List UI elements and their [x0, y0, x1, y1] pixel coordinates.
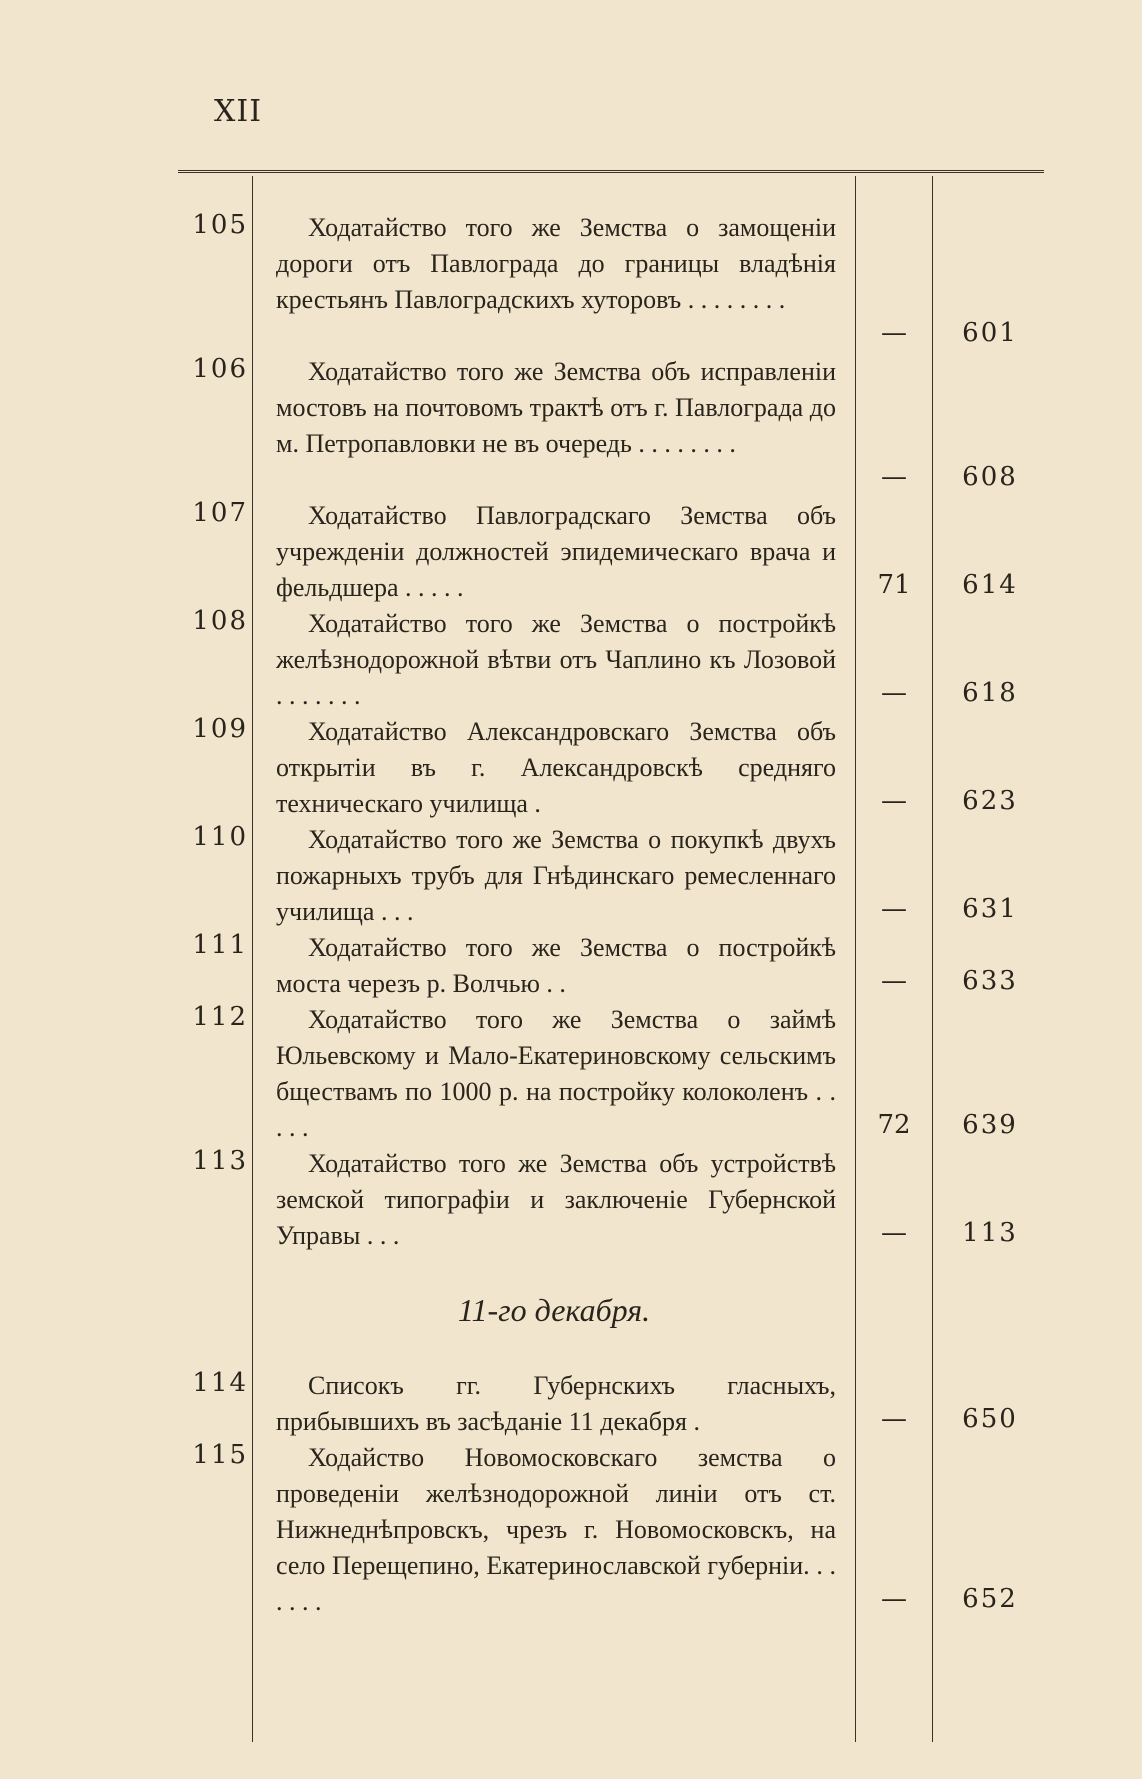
entry-number: 108 — [192, 606, 248, 636]
entry-column-2: — — [881, 318, 907, 348]
page-number: XII — [214, 94, 263, 129]
entry-description: Ходатайство того же Земства объ исправленіи мостовъ на почтовомъ трактѣ отъ г. Павлограда до м. Петропавловки не въ очередь . . . . . . . . — [276, 357, 836, 458]
entry-column-2: — — [881, 894, 907, 924]
entry-number: 109 — [192, 714, 248, 744]
entry-column-2: — — [881, 1218, 907, 1248]
entry-column-2: — — [881, 966, 907, 996]
entry-page-number: 618 — [962, 678, 1018, 708]
entry-page-number: 601 — [962, 318, 1018, 348]
entry-description: Списокъ гг. Губернскихъ гласныхъ, прибывшихъ въ засѣданіе 11 декабря . — [276, 1371, 836, 1436]
entry-description: Ходатайство Павлоградскаго Земства объ учрежденіи должностей эпидемическаго врача и фельдшера . . . . . — [276, 501, 836, 602]
entry-page-number: 650 — [962, 1404, 1018, 1434]
entry-description: Ходатайство того же Земства о покупкѣ двухъ пожарныхъ трубъ для Гнѣдинскаго ремесленнаго училища . . . — [276, 825, 836, 926]
entry-page-number: 639 — [962, 1110, 1018, 1140]
entry-column-2: — — [881, 462, 907, 492]
entry-column-2: — — [881, 1404, 907, 1434]
entry-page-number: 652 — [962, 1584, 1018, 1614]
entry-page-number: 631 — [962, 894, 1018, 924]
entry-number: 110 — [192, 822, 248, 852]
section-date-heading: 11-го декабря. — [457, 1292, 651, 1328]
entry-number: 106 — [192, 354, 248, 384]
entry-number: 111 — [192, 930, 248, 960]
entry-description: Ходайство Новомосковскаго земства о проведеніи желѣзнодорожной линіи отъ ст. Нижнеднѣпровскъ, чрезъ г. Новомосковскъ, на село Перещепино, Екатеринославской губерніи. . . . . . . — [276, 1443, 836, 1616]
entry-description: Ходатайство того же Земства о постройкѣ желѣзнодорожной вѣтви отъ Чаплино къ Лозовой . . . . . . . — [276, 609, 836, 710]
entry-page-number: 113 — [962, 1218, 1018, 1248]
entry-number: 114 — [192, 1368, 248, 1398]
column-divider-1 — [252, 176, 253, 1742]
entry-page-number: 633 — [962, 966, 1018, 996]
entry-number: 112 — [192, 1002, 248, 1032]
entry-column-2: — — [881, 786, 907, 816]
entry-column-2: — — [881, 678, 907, 708]
entry-number: 115 — [192, 1440, 248, 1470]
entry-column-2: — — [881, 1584, 907, 1614]
entry-page-number: 614 — [962, 570, 1018, 600]
entry-number: 107 — [192, 498, 248, 528]
entry-column-2: 72 — [877, 1110, 911, 1140]
entry-description: Ходатайство того же Земства о постройкѣ моста черезъ р. Волчью . . — [276, 933, 836, 998]
entry-description: Ходатайство того же Земства о замощеніи дороги отъ Павлограда до границы владѣнія крестьянъ Павлоградскихъ хуторовъ . . . . . . . . — [276, 213, 836, 314]
column-divider-2 — [855, 176, 856, 1742]
entry-page-number: 623 — [962, 786, 1018, 816]
entry-description: Ходатайство того же Земства о займѣ Юльевскому и Мало-Екатериновскому сельскимъ бществамъ по 1000 р. на постройку колоколенъ . . . . . — [276, 1005, 836, 1142]
header-rule — [178, 170, 1044, 173]
column-divider-3 — [932, 176, 933, 1742]
entry-number: 105 — [192, 210, 248, 240]
entry-page-number: 608 — [962, 462, 1018, 492]
entry-description: Ходатайство того же Земства объ устройствѣ земской типографіи и заключеніе Губернской Управы . . . — [276, 1149, 836, 1250]
entry-number: 113 — [192, 1146, 248, 1176]
entry-column-2: 71 — [877, 570, 911, 600]
entry-description: Ходатайство Александровскаго Земства объ открытіи въ г. Александровскѣ средняго техническаго училища . — [276, 717, 836, 818]
